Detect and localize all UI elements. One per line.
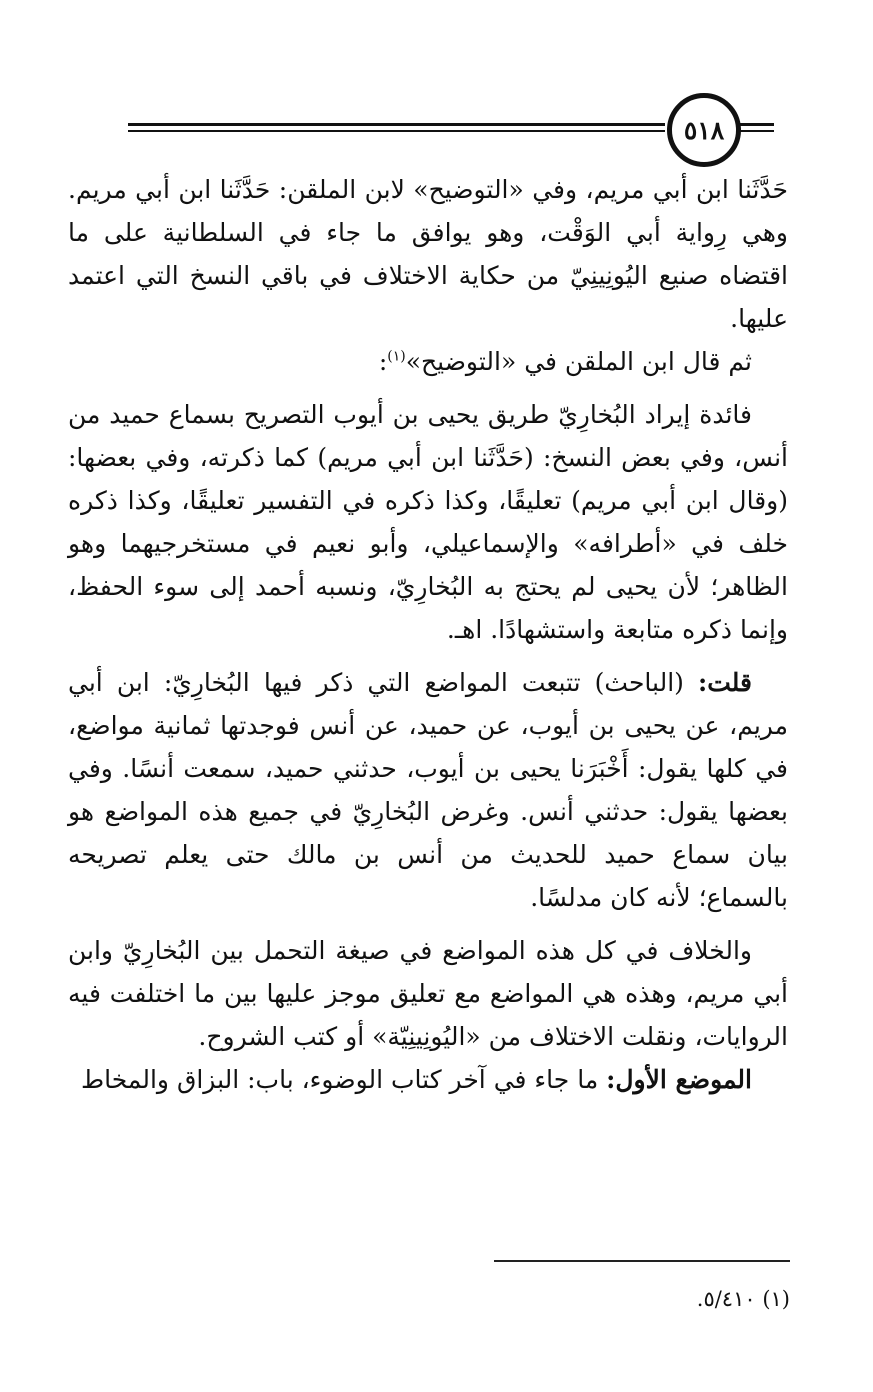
paragraph-2	[68, 340, 788, 383]
header-rule-bottom	[128, 130, 665, 132]
paragraph-4	[68, 661, 788, 919]
paragraph-6	[68, 1058, 788, 1101]
paragraph-1	[68, 168, 788, 340]
paragraph-3-quote	[68, 393, 788, 651]
body-text	[68, 168, 788, 1101]
paragraph-3-text: فائدة إيراد البُخارِيّ طريق يحيى بن أيوب التصريح بسماع حميد من أنس، وفي بعض النسخ: (حَدَّثَنا ابن أبي مريم) كما ذكرته، وفي بعضها: (وقال ابن أبي مريم) تعليقًا، وكذا ذكره في التفسير تعليقًا، وكذا ذكره خلف في «أطرافه» والإسماعيلي، وأبو نعيم في مستخرجيهما وهو الظاهر؛ لأن يحيى لم يحتج به البُخارِيّ، ونسبه أحمد إلى سوء الحفظ، وإنما ذكره متابعة واستشهادًا. اهـ.	[68, 400, 788, 644]
footnote-separator	[494, 1260, 790, 1262]
page-number: ٥١٨	[667, 93, 741, 167]
paragraph-4-lead: قلت:	[697, 668, 752, 697]
header-rule-top	[128, 123, 665, 126]
paragraph-2-text: ثم قال ابن الملقن في «التوضيح»	[405, 347, 752, 376]
header-rule-right-bottom	[740, 130, 774, 132]
paragraph-4-text: (الباحث) تتبعت المواضع التي ذكر فيها البُخارِيّ: ابن أبي مريم، عن يحيى بن أيوب، عن حميد، عن أنس فوجدتها ثمانية مواضع، في كلها يقول: أَخْبَرَنا يحيى بن أيوب، حدثني حميد، سمعت أنسًا. وفي بعضها يقول: حدثني أنس. وغرض البُخارِيّ في جميع هذه المواضع هو بيان سماع حميد للحديث من أنس بن مالك حتى يعلم تصريحه بالسماع؛ لأنه كان مدلسًا.	[68, 668, 788, 912]
paragraph-1-text: حَدَّثَنا ابن أبي مريم، وفي «التوضيح» لابن الملقن: حَدَّثَنا ابن أبي مريم. وهي رِواية أبي الوَقْت، وهو يوافق ما جاء في السلطانية على ما اقتضاه صنيع اليُونِينِيّ من حكاية الاختلاف في باقي النسخ التي اعتمد عليها.	[68, 175, 788, 333]
paragraph-2-tail: :	[378, 347, 388, 376]
footnote-ref[interactable]: (١)	[387, 348, 406, 365]
footnote-1: (١) ٥/٤١٠.	[696, 1287, 790, 1311]
page-header	[0, 0, 873, 170]
header-rule-right-top	[740, 123, 774, 126]
paragraph-6-lead: الموضع الأول:	[606, 1065, 752, 1094]
paragraph-6-text: ما جاء في آخر كتاب الوضوء، باب: البزاق والمخاط	[81, 1065, 607, 1094]
paragraph-5	[68, 929, 788, 1058]
paragraph-5-text: والخلاف في كل هذه المواضع في صيغة التحمل بين البُخارِيّ وابن أبي مريم، وهذه هي المواضع مع تعليق موجز عليها بين ما اختلفت فيه الروايات، ونقلت الاختلاف من «اليُونِينِيّة» أو كتب الشروح.	[68, 936, 788, 1051]
